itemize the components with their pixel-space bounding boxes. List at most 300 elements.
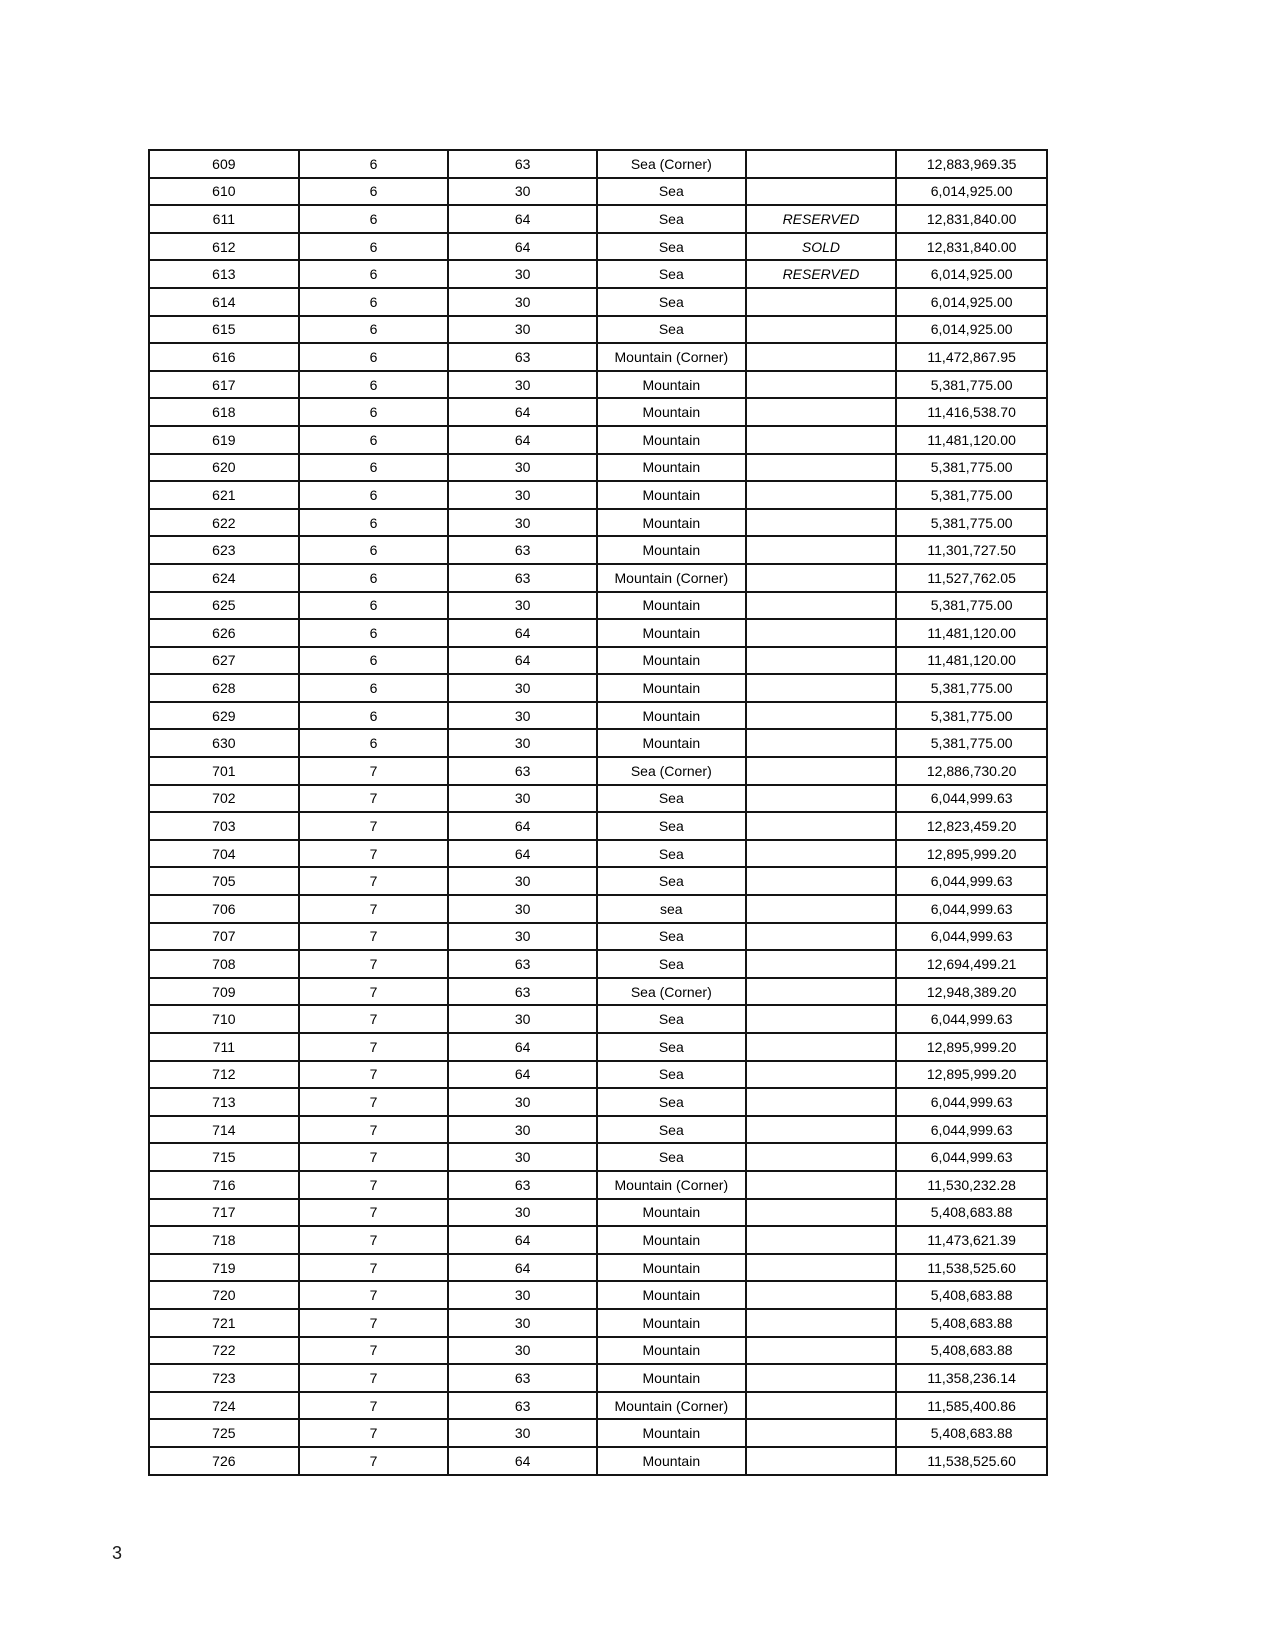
cell-view: Mountain <box>597 454 746 482</box>
table-row <box>149 840 1047 868</box>
cell-price: 12,948,389.20 <box>896 978 1047 1006</box>
cell-floor: 7 <box>299 895 449 923</box>
cell-status <box>746 812 897 840</box>
cell-size: 63 <box>448 757 597 785</box>
cell-floor: 7 <box>299 1033 449 1061</box>
cell-price: 5,408,683.88 <box>896 1281 1047 1309</box>
cell-floor: 7 <box>299 1254 449 1282</box>
table-row <box>149 619 1047 647</box>
cell-size: 64 <box>448 1254 597 1282</box>
cell-price: 5,381,775.00 <box>896 371 1047 399</box>
cell-unit: 622 <box>149 509 299 537</box>
cell-price: 5,381,775.00 <box>896 509 1047 537</box>
cell-view: Mountain <box>597 729 746 757</box>
cell-floor: 6 <box>299 150 449 178</box>
table-row <box>149 812 1047 840</box>
table-row <box>149 729 1047 757</box>
cell-view: Sea <box>597 1088 746 1116</box>
page-number: 3 <box>112 1543 123 1563</box>
cell-unit: 721 <box>149 1309 299 1337</box>
cell-price: 5,381,775.00 <box>896 674 1047 702</box>
cell-view: Sea <box>597 785 746 813</box>
cell-size: 30 <box>448 454 597 482</box>
cell-unit: 711 <box>149 1033 299 1061</box>
cell-price: 6,014,925.00 <box>896 316 1047 344</box>
table-row <box>149 1061 1047 1089</box>
cell-unit: 610 <box>149 178 299 206</box>
cell-unit: 615 <box>149 316 299 344</box>
cell-status <box>746 1364 897 1392</box>
cell-floor: 6 <box>299 536 449 564</box>
cell-status <box>746 178 897 206</box>
table-row <box>149 1447 1047 1475</box>
table-row <box>149 1364 1047 1392</box>
cell-view: Mountain <box>597 592 746 620</box>
cell-view: Mountain <box>597 1254 746 1282</box>
table-row <box>149 1226 1047 1254</box>
cell-floor: 6 <box>299 178 449 206</box>
cell-unit: 621 <box>149 481 299 509</box>
cell-unit: 627 <box>149 647 299 675</box>
cell-view: sea <box>597 895 746 923</box>
cell-floor: 6 <box>299 619 449 647</box>
cell-status <box>746 316 897 344</box>
cell-price: 5,408,683.88 <box>896 1419 1047 1447</box>
table-row <box>149 647 1047 675</box>
cell-view: Mountain <box>597 674 746 702</box>
cell-size: 64 <box>448 398 597 426</box>
cell-size: 64 <box>448 205 597 233</box>
cell-status <box>746 509 897 537</box>
table-row <box>149 1116 1047 1144</box>
cell-size: 30 <box>448 785 597 813</box>
cell-status <box>746 923 897 951</box>
table-row <box>149 454 1047 482</box>
cell-price: 5,408,683.88 <box>896 1309 1047 1337</box>
cell-size: 64 <box>448 840 597 868</box>
cell-floor: 6 <box>299 343 449 371</box>
cell-unit: 629 <box>149 702 299 730</box>
cell-floor: 7 <box>299 1226 449 1254</box>
cell-size: 63 <box>448 1392 597 1420</box>
table-row <box>149 1033 1047 1061</box>
cell-floor: 7 <box>299 840 449 868</box>
cell-status <box>746 454 897 482</box>
cell-price: 12,694,499.21 <box>896 950 1047 978</box>
cell-unit: 720 <box>149 1281 299 1309</box>
cell-size: 64 <box>448 1226 597 1254</box>
cell-status <box>746 840 897 868</box>
table-row <box>149 1309 1047 1337</box>
cell-unit: 724 <box>149 1392 299 1420</box>
cell-view: Mountain <box>597 619 746 647</box>
cell-floor: 7 <box>299 923 449 951</box>
cell-view: Mountain <box>597 426 746 454</box>
cell-floor: 7 <box>299 785 449 813</box>
cell-price: 11,301,727.50 <box>896 536 1047 564</box>
cell-unit: 713 <box>149 1088 299 1116</box>
table-row <box>149 1281 1047 1309</box>
cell-size: 30 <box>448 729 597 757</box>
cell-size: 30 <box>448 923 597 951</box>
cell-floor: 6 <box>299 647 449 675</box>
cell-price: 6,044,999.63 <box>896 923 1047 951</box>
cell-view: Sea <box>597 205 746 233</box>
cell-view: Sea (Corner) <box>597 978 746 1006</box>
table-row <box>149 1143 1047 1171</box>
cell-price: 5,381,775.00 <box>896 481 1047 509</box>
cell-floor: 7 <box>299 812 449 840</box>
cell-price: 5,408,683.88 <box>896 1199 1047 1227</box>
cell-status <box>746 371 897 399</box>
cell-unit: 708 <box>149 950 299 978</box>
table-row <box>149 674 1047 702</box>
cell-view: Sea <box>597 288 746 316</box>
cell-price: 5,381,775.00 <box>896 702 1047 730</box>
table-row <box>149 895 1047 923</box>
cell-floor: 6 <box>299 398 449 426</box>
cell-floor: 7 <box>299 1088 449 1116</box>
cell-view: Sea <box>597 1033 746 1061</box>
cell-unit: 616 <box>149 343 299 371</box>
cell-size: 30 <box>448 1337 597 1365</box>
cell-size: 30 <box>448 1199 597 1227</box>
cell-status <box>746 1419 897 1447</box>
cell-floor: 7 <box>299 1447 449 1475</box>
cell-unit: 714 <box>149 1116 299 1144</box>
cell-size: 30 <box>448 481 597 509</box>
cell-price: 12,831,840.00 <box>896 233 1047 261</box>
cell-floor: 7 <box>299 1061 449 1089</box>
cell-view: Mountain (Corner) <box>597 1171 746 1199</box>
cell-size: 64 <box>448 619 597 647</box>
table-row <box>149 1171 1047 1199</box>
cell-floor: 6 <box>299 481 449 509</box>
cell-status <box>746 757 897 785</box>
cell-status: SOLD <box>746 233 897 261</box>
cell-unit: 628 <box>149 674 299 702</box>
units-table-body <box>149 150 1047 1475</box>
cell-floor: 6 <box>299 454 449 482</box>
units-table <box>148 149 1048 1476</box>
cell-view: Mountain <box>597 1364 746 1392</box>
cell-unit: 723 <box>149 1364 299 1392</box>
table-row <box>149 178 1047 206</box>
cell-unit: 717 <box>149 1199 299 1227</box>
cell-size: 30 <box>448 1088 597 1116</box>
cell-size: 63 <box>448 1171 597 1199</box>
table-row <box>149 426 1047 454</box>
cell-unit: 726 <box>149 1447 299 1475</box>
cell-status: RESERVED <box>746 260 897 288</box>
cell-view: Sea <box>597 1143 746 1171</box>
table-row <box>149 950 1047 978</box>
table-row <box>149 371 1047 399</box>
cell-status <box>746 150 897 178</box>
cell-size: 63 <box>448 343 597 371</box>
cell-unit: 715 <box>149 1143 299 1171</box>
cell-status <box>746 1116 897 1144</box>
cell-price: 11,538,525.60 <box>896 1447 1047 1475</box>
cell-floor: 6 <box>299 729 449 757</box>
cell-status <box>746 785 897 813</box>
cell-floor: 6 <box>299 371 449 399</box>
cell-price: 11,416,538.70 <box>896 398 1047 426</box>
cell-price: 11,481,120.00 <box>896 647 1047 675</box>
cell-unit: 612 <box>149 233 299 261</box>
cell-view: Mountain <box>597 398 746 426</box>
cell-view: Mountain <box>597 647 746 675</box>
cell-view: Sea <box>597 233 746 261</box>
cell-status <box>746 1309 897 1337</box>
cell-price: 12,895,999.20 <box>896 1061 1047 1089</box>
cell-status <box>746 1447 897 1475</box>
cell-view: Sea <box>597 178 746 206</box>
cell-status: RESERVED <box>746 205 897 233</box>
table-row <box>149 978 1047 1006</box>
cell-price: 6,044,999.63 <box>896 867 1047 895</box>
cell-floor: 7 <box>299 1143 449 1171</box>
table-row <box>149 1199 1047 1227</box>
cell-size: 63 <box>448 536 597 564</box>
cell-status <box>746 1005 897 1033</box>
cell-status <box>746 895 897 923</box>
cell-price: 11,472,867.95 <box>896 343 1047 371</box>
cell-floor: 6 <box>299 205 449 233</box>
cell-size: 30 <box>448 895 597 923</box>
cell-size: 30 <box>448 1309 597 1337</box>
cell-view: Mountain <box>597 1199 746 1227</box>
cell-unit: 630 <box>149 729 299 757</box>
cell-status <box>746 536 897 564</box>
table-row <box>149 867 1047 895</box>
cell-floor: 6 <box>299 702 449 730</box>
cell-status <box>746 398 897 426</box>
cell-unit: 617 <box>149 371 299 399</box>
table-row <box>149 343 1047 371</box>
cell-status <box>746 647 897 675</box>
cell-floor: 7 <box>299 1364 449 1392</box>
cell-status <box>746 1392 897 1420</box>
cell-status <box>746 426 897 454</box>
cell-floor: 7 <box>299 1392 449 1420</box>
cell-view: Mountain <box>597 702 746 730</box>
cell-size: 30 <box>448 509 597 537</box>
cell-view: Sea <box>597 1116 746 1144</box>
cell-floor: 6 <box>299 674 449 702</box>
cell-view: Mountain <box>597 1337 746 1365</box>
table-row <box>149 288 1047 316</box>
cell-view: Mountain <box>597 1309 746 1337</box>
table-row <box>149 260 1047 288</box>
cell-view: Sea <box>597 316 746 344</box>
cell-unit: 706 <box>149 895 299 923</box>
cell-floor: 6 <box>299 288 449 316</box>
cell-size: 64 <box>448 1447 597 1475</box>
cell-size: 63 <box>448 950 597 978</box>
cell-price: 11,358,236.14 <box>896 1364 1047 1392</box>
cell-view: Sea (Corner) <box>597 757 746 785</box>
cell-status <box>746 343 897 371</box>
cell-price: 5,381,775.00 <box>896 729 1047 757</box>
table-row <box>149 1392 1047 1420</box>
cell-floor: 6 <box>299 509 449 537</box>
cell-size: 30 <box>448 1005 597 1033</box>
table-row <box>149 564 1047 592</box>
cell-status <box>746 950 897 978</box>
cell-unit: 707 <box>149 923 299 951</box>
cell-price: 11,481,120.00 <box>896 426 1047 454</box>
cell-size: 30 <box>448 178 597 206</box>
cell-unit: 703 <box>149 812 299 840</box>
table-row <box>149 785 1047 813</box>
cell-price: 6,044,999.63 <box>896 1005 1047 1033</box>
cell-price: 6,044,999.63 <box>896 1116 1047 1144</box>
cell-price: 6,014,925.00 <box>896 260 1047 288</box>
cell-price: 6,044,999.63 <box>896 1088 1047 1116</box>
table-row <box>149 1419 1047 1447</box>
cell-unit: 614 <box>149 288 299 316</box>
cell-unit: 718 <box>149 1226 299 1254</box>
cell-size: 64 <box>448 1033 597 1061</box>
cell-price: 11,530,232.28 <box>896 1171 1047 1199</box>
cell-floor: 7 <box>299 1171 449 1199</box>
cell-size: 30 <box>448 867 597 895</box>
cell-size: 63 <box>448 564 597 592</box>
cell-view: Sea <box>597 1061 746 1089</box>
table-row <box>149 1254 1047 1282</box>
cell-unit: 709 <box>149 978 299 1006</box>
cell-price: 6,014,925.00 <box>896 288 1047 316</box>
cell-status <box>746 1143 897 1171</box>
cell-price: 12,831,840.00 <box>896 205 1047 233</box>
cell-price: 6,044,999.63 <box>896 1143 1047 1171</box>
table-row <box>149 205 1047 233</box>
cell-price: 11,538,525.60 <box>896 1254 1047 1282</box>
cell-price: 12,823,459.20 <box>896 812 1047 840</box>
cell-view: Sea <box>597 260 746 288</box>
cell-status <box>746 1088 897 1116</box>
cell-price: 12,886,730.20 <box>896 757 1047 785</box>
cell-status <box>746 592 897 620</box>
cell-size: 30 <box>448 260 597 288</box>
cell-status <box>746 288 897 316</box>
cell-unit: 701 <box>149 757 299 785</box>
cell-floor: 7 <box>299 1337 449 1365</box>
cell-unit: 613 <box>149 260 299 288</box>
cell-floor: 7 <box>299 1281 449 1309</box>
cell-status <box>746 867 897 895</box>
cell-price: 5,381,775.00 <box>896 592 1047 620</box>
cell-status <box>746 1226 897 1254</box>
cell-size: 30 <box>448 674 597 702</box>
cell-size: 64 <box>448 1061 597 1089</box>
cell-size: 30 <box>448 316 597 344</box>
cell-size: 30 <box>448 1281 597 1309</box>
table-row <box>149 702 1047 730</box>
cell-view: Mountain <box>597 371 746 399</box>
cell-size: 30 <box>448 1143 597 1171</box>
cell-size: 64 <box>448 647 597 675</box>
cell-status <box>746 1281 897 1309</box>
cell-size: 30 <box>448 1116 597 1144</box>
cell-unit: 619 <box>149 426 299 454</box>
table-row <box>149 1088 1047 1116</box>
cell-price: 6,014,925.00 <box>896 178 1047 206</box>
cell-status <box>746 481 897 509</box>
cell-status <box>746 674 897 702</box>
cell-status <box>746 702 897 730</box>
cell-view: Mountain <box>597 481 746 509</box>
cell-unit: 719 <box>149 1254 299 1282</box>
cell-size: 30 <box>448 592 597 620</box>
cell-floor: 6 <box>299 260 449 288</box>
cell-status <box>746 1337 897 1365</box>
cell-floor: 6 <box>299 233 449 261</box>
cell-size: 64 <box>448 233 597 261</box>
cell-price: 11,585,400.86 <box>896 1392 1047 1420</box>
cell-size: 30 <box>448 702 597 730</box>
cell-size: 30 <box>448 371 597 399</box>
cell-price: 11,527,762.05 <box>896 564 1047 592</box>
table-row <box>149 150 1047 178</box>
cell-view: Mountain <box>597 509 746 537</box>
cell-unit: 620 <box>149 454 299 482</box>
cell-view: Sea <box>597 840 746 868</box>
cell-view: Sea <box>597 1005 746 1033</box>
table-row <box>149 1337 1047 1365</box>
cell-view: Mountain (Corner) <box>597 1392 746 1420</box>
cell-price: 12,895,999.20 <box>896 840 1047 868</box>
cell-view: Mountain <box>597 536 746 564</box>
cell-unit: 609 <box>149 150 299 178</box>
cell-view: Mountain (Corner) <box>597 343 746 371</box>
table-row <box>149 481 1047 509</box>
cell-floor: 7 <box>299 950 449 978</box>
cell-status <box>746 1171 897 1199</box>
cell-view: Mountain <box>597 1447 746 1475</box>
cell-floor: 7 <box>299 1116 449 1144</box>
table-row <box>149 923 1047 951</box>
cell-size: 63 <box>448 150 597 178</box>
cell-price: 12,895,999.20 <box>896 1033 1047 1061</box>
cell-floor: 7 <box>299 1005 449 1033</box>
cell-view: Sea <box>597 923 746 951</box>
cell-floor: 6 <box>299 316 449 344</box>
table-row <box>149 316 1047 344</box>
cell-price: 11,481,120.00 <box>896 619 1047 647</box>
cell-view: Sea <box>597 867 746 895</box>
cell-price: 5,408,683.88 <box>896 1337 1047 1365</box>
cell-unit: 624 <box>149 564 299 592</box>
cell-floor: 7 <box>299 1199 449 1227</box>
cell-size: 30 <box>448 288 597 316</box>
cell-floor: 6 <box>299 426 449 454</box>
cell-size: 64 <box>448 426 597 454</box>
cell-view: Sea (Corner) <box>597 150 746 178</box>
cell-view: Mountain <box>597 1281 746 1309</box>
table-row <box>149 536 1047 564</box>
cell-unit: 702 <box>149 785 299 813</box>
cell-size: 63 <box>448 1364 597 1392</box>
cell-floor: 7 <box>299 978 449 1006</box>
cell-view: Mountain <box>597 1226 746 1254</box>
cell-unit: 704 <box>149 840 299 868</box>
cell-floor: 7 <box>299 757 449 785</box>
cell-status <box>746 1199 897 1227</box>
table-row <box>149 592 1047 620</box>
cell-view: Mountain (Corner) <box>597 564 746 592</box>
